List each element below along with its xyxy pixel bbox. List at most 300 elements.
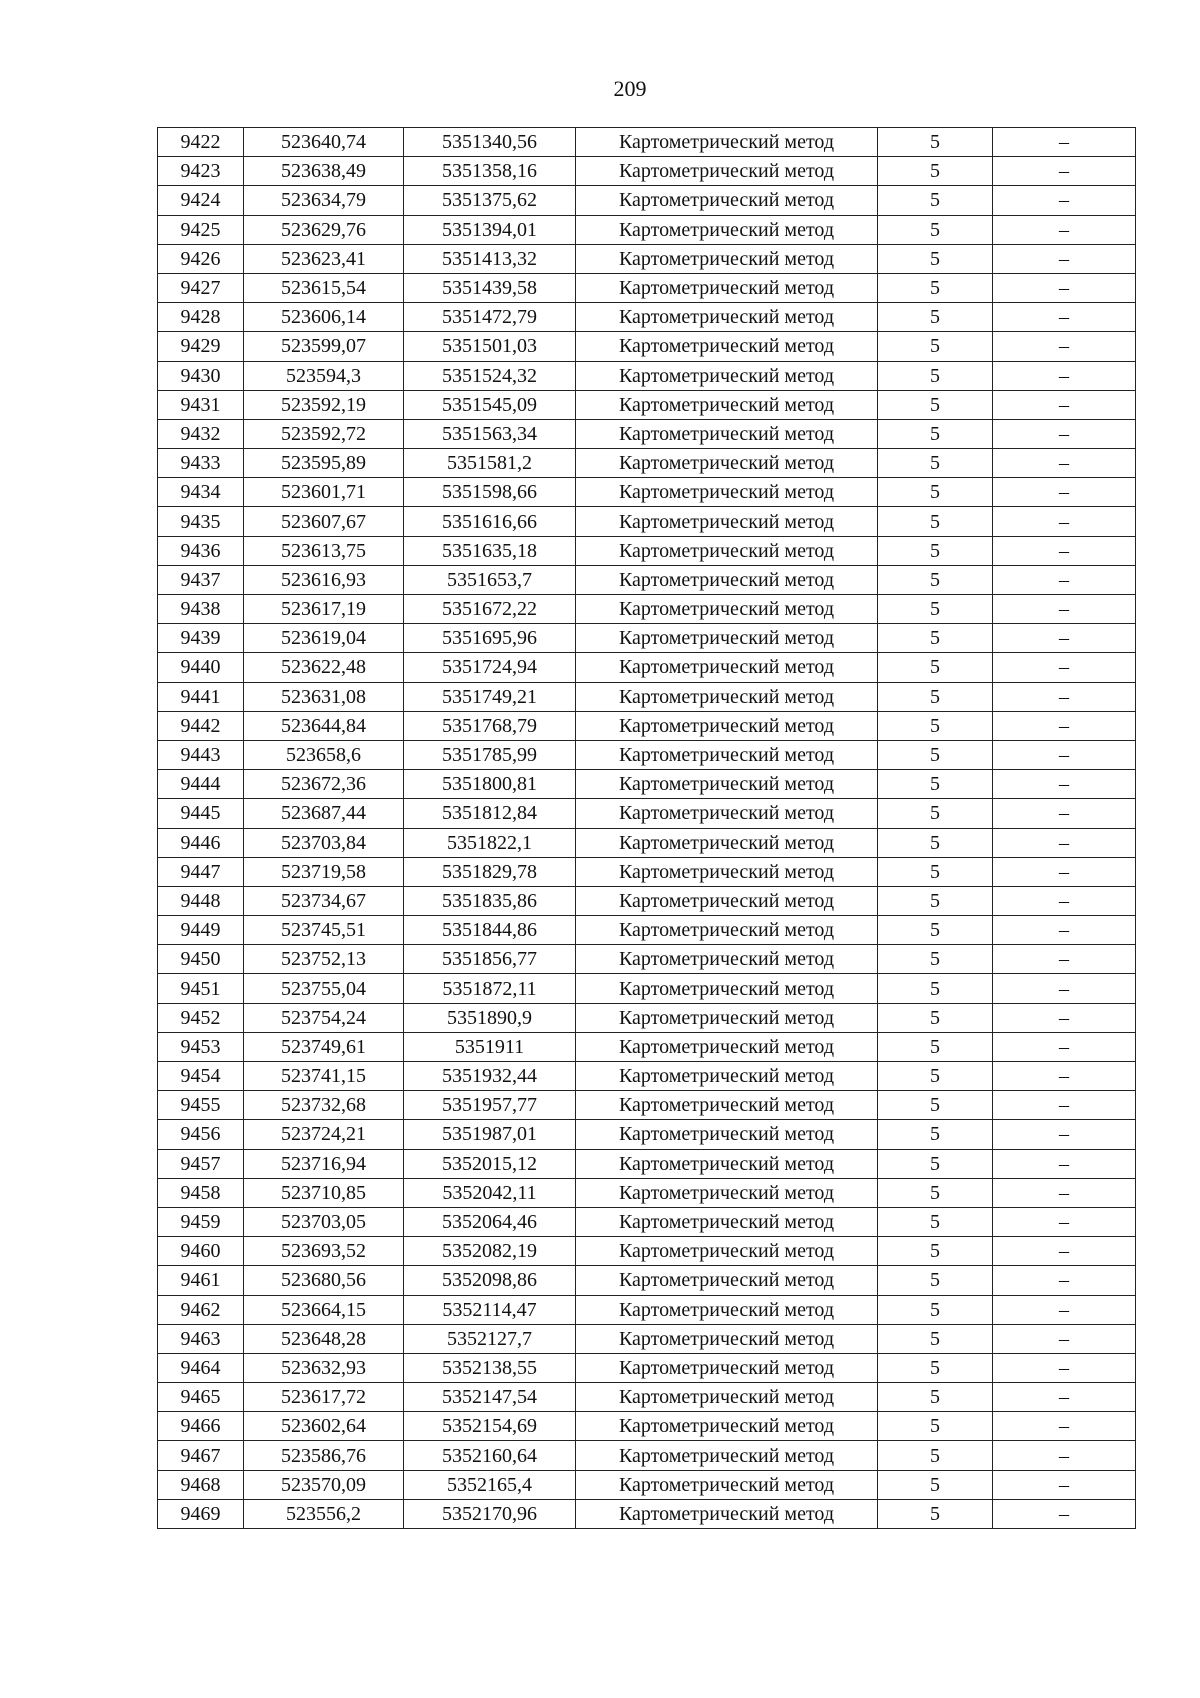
- method-cell: Картометрический метод: [576, 303, 878, 332]
- point-number-cell: 9442: [158, 711, 244, 740]
- note-cell: –: [993, 1324, 1136, 1353]
- note-cell: –: [993, 624, 1136, 653]
- y-coordinate-cell: 5351957,77: [404, 1091, 576, 1120]
- y-coordinate-cell: 5351375,62: [404, 186, 576, 215]
- table-row: [158, 624, 1136, 653]
- x-coordinate-cell: 523672,36: [244, 770, 404, 799]
- table-row: [158, 1266, 1136, 1295]
- accuracy-cell: 5: [878, 1295, 993, 1324]
- accuracy-cell: 5: [878, 886, 993, 915]
- accuracy-cell: 5: [878, 390, 993, 419]
- accuracy-cell: 5: [878, 1324, 993, 1353]
- method-cell: Картометрический метод: [576, 1120, 878, 1149]
- x-coordinate-cell: 523616,93: [244, 565, 404, 594]
- y-coordinate-cell: 5352147,54: [404, 1383, 576, 1412]
- note-cell: –: [993, 1237, 1136, 1266]
- point-number-cell: 9447: [158, 857, 244, 886]
- accuracy-cell: 5: [878, 1149, 993, 1178]
- accuracy-cell: 5: [878, 857, 993, 886]
- y-coordinate-cell: 5351987,01: [404, 1120, 576, 1149]
- accuracy-cell: 5: [878, 1499, 993, 1528]
- x-coordinate-cell: 523719,58: [244, 857, 404, 886]
- note-cell: –: [993, 711, 1136, 740]
- table-row: [158, 303, 1136, 332]
- note-cell: –: [993, 244, 1136, 273]
- accuracy-cell: 5: [878, 507, 993, 536]
- method-cell: Картометрический метод: [576, 857, 878, 886]
- y-coordinate-cell: 5351598,66: [404, 478, 576, 507]
- x-coordinate-cell: 523615,54: [244, 273, 404, 302]
- note-cell: –: [993, 974, 1136, 1003]
- y-coordinate-cell: 5351653,7: [404, 565, 576, 594]
- method-cell: Картометрический метод: [576, 1295, 878, 1324]
- point-number-cell: 9432: [158, 419, 244, 448]
- x-coordinate-cell: 523716,94: [244, 1149, 404, 1178]
- y-coordinate-cell: 5351413,32: [404, 244, 576, 273]
- table-row: [158, 828, 1136, 857]
- page-number: 209: [613, 76, 647, 101]
- y-coordinate-cell: 5351911: [404, 1032, 576, 1061]
- point-number-cell: 9460: [158, 1237, 244, 1266]
- accuracy-cell: 5: [878, 624, 993, 653]
- table-row: [158, 332, 1136, 361]
- accuracy-cell: 5: [878, 653, 993, 682]
- x-coordinate-cell: 523570,09: [244, 1470, 404, 1499]
- method-cell: Картометрический метод: [576, 536, 878, 565]
- point-number-cell: 9423: [158, 157, 244, 186]
- note-cell: –: [993, 1353, 1136, 1382]
- point-number-cell: 9433: [158, 449, 244, 478]
- x-coordinate-cell: 523755,04: [244, 974, 404, 1003]
- point-number-cell: 9456: [158, 1120, 244, 1149]
- method-cell: Картометрический метод: [576, 186, 878, 215]
- y-coordinate-cell: 5351340,56: [404, 128, 576, 157]
- accuracy-cell: 5: [878, 332, 993, 361]
- note-cell: –: [993, 945, 1136, 974]
- note-cell: –: [993, 565, 1136, 594]
- x-coordinate-cell: 523644,84: [244, 711, 404, 740]
- point-number-cell: 9461: [158, 1266, 244, 1295]
- point-number-cell: 9444: [158, 770, 244, 799]
- table-row: [158, 273, 1136, 302]
- table-row: [158, 1499, 1136, 1528]
- y-coordinate-cell: 5351394,01: [404, 215, 576, 244]
- y-coordinate-cell: 5351844,86: [404, 916, 576, 945]
- note-cell: –: [993, 1149, 1136, 1178]
- table-row: [158, 361, 1136, 390]
- method-cell: Картометрический метод: [576, 945, 878, 974]
- accuracy-cell: 5: [878, 1353, 993, 1382]
- table-row: [158, 857, 1136, 886]
- y-coordinate-cell: 5352015,12: [404, 1149, 576, 1178]
- y-coordinate-cell: 5351545,09: [404, 390, 576, 419]
- y-coordinate-cell: 5352160,64: [404, 1441, 576, 1470]
- y-coordinate-cell: 5352170,96: [404, 1499, 576, 1528]
- x-coordinate-cell: 523629,76: [244, 215, 404, 244]
- y-coordinate-cell: 5351563,34: [404, 419, 576, 448]
- point-number-cell: 9454: [158, 1062, 244, 1091]
- x-coordinate-cell: 523631,08: [244, 682, 404, 711]
- note-cell: –: [993, 1499, 1136, 1528]
- x-coordinate-cell: 523595,89: [244, 449, 404, 478]
- accuracy-cell: 5: [878, 1003, 993, 1032]
- y-coordinate-cell: 5351822,1: [404, 828, 576, 857]
- table-row: [158, 536, 1136, 565]
- y-coordinate-cell: 5351581,2: [404, 449, 576, 478]
- accuracy-cell: 5: [878, 740, 993, 769]
- point-number-cell: 9448: [158, 886, 244, 915]
- accuracy-cell: 5: [878, 215, 993, 244]
- method-cell: Картометрический метод: [576, 886, 878, 915]
- point-number-cell: 9435: [158, 507, 244, 536]
- table-row: [158, 740, 1136, 769]
- x-coordinate-cell: 523752,13: [244, 945, 404, 974]
- y-coordinate-cell: 5351800,81: [404, 770, 576, 799]
- x-coordinate-cell: 523687,44: [244, 799, 404, 828]
- table-row: [158, 215, 1136, 244]
- y-coordinate-cell: 5352138,55: [404, 1353, 576, 1382]
- x-coordinate-cell: 523617,72: [244, 1383, 404, 1412]
- note-cell: –: [993, 1091, 1136, 1120]
- note-cell: –: [993, 449, 1136, 478]
- y-coordinate-cell: 5351812,84: [404, 799, 576, 828]
- note-cell: –: [993, 770, 1136, 799]
- x-coordinate-cell: 523617,19: [244, 595, 404, 624]
- point-number-cell: 9431: [158, 390, 244, 419]
- table-row: [158, 1353, 1136, 1382]
- table-row: [158, 1207, 1136, 1236]
- table-row: [158, 1324, 1136, 1353]
- table-row: [158, 1237, 1136, 1266]
- y-coordinate-cell: 5352114,47: [404, 1295, 576, 1324]
- x-coordinate-cell: 523623,41: [244, 244, 404, 273]
- accuracy-cell: 5: [878, 273, 993, 302]
- y-coordinate-cell: 5351501,03: [404, 332, 576, 361]
- note-cell: –: [993, 1441, 1136, 1470]
- accuracy-cell: 5: [878, 186, 993, 215]
- y-coordinate-cell: 5351890,9: [404, 1003, 576, 1032]
- accuracy-cell: 5: [878, 1441, 993, 1470]
- y-coordinate-cell: 5351932,44: [404, 1062, 576, 1091]
- note-cell: –: [993, 828, 1136, 857]
- method-cell: Картометрический метод: [576, 419, 878, 448]
- method-cell: Картометрический метод: [576, 1499, 878, 1528]
- accuracy-cell: 5: [878, 1237, 993, 1266]
- point-number-cell: 9422: [158, 128, 244, 157]
- method-cell: Картометрический метод: [576, 1237, 878, 1266]
- x-coordinate-cell: 523594,3: [244, 361, 404, 390]
- table-row: [158, 682, 1136, 711]
- method-cell: Картометрический метод: [576, 1062, 878, 1091]
- accuracy-cell: 5: [878, 595, 993, 624]
- point-number-cell: 9425: [158, 215, 244, 244]
- method-cell: Картометрический метод: [576, 1353, 878, 1382]
- method-cell: Картометрический метод: [576, 1412, 878, 1441]
- table-row: [158, 186, 1136, 215]
- table-row: [158, 916, 1136, 945]
- method-cell: Картометрический метод: [576, 711, 878, 740]
- table-row: [158, 1383, 1136, 1412]
- accuracy-cell: 5: [878, 361, 993, 390]
- note-cell: –: [993, 595, 1136, 624]
- note-cell: –: [993, 799, 1136, 828]
- accuracy-cell: 5: [878, 478, 993, 507]
- method-cell: Картометрический метод: [576, 361, 878, 390]
- x-coordinate-cell: 523745,51: [244, 916, 404, 945]
- y-coordinate-cell: 5352154,69: [404, 1412, 576, 1441]
- table-row: [158, 1032, 1136, 1061]
- y-coordinate-cell: 5351524,32: [404, 361, 576, 390]
- accuracy-cell: 5: [878, 565, 993, 594]
- table-row: [158, 1441, 1136, 1470]
- table-row: [158, 1470, 1136, 1499]
- method-cell: Картометрический метод: [576, 215, 878, 244]
- accuracy-cell: 5: [878, 799, 993, 828]
- note-cell: –: [993, 916, 1136, 945]
- note-cell: –: [993, 419, 1136, 448]
- method-cell: Картометрический метод: [576, 740, 878, 769]
- point-number-cell: 9424: [158, 186, 244, 215]
- accuracy-cell: 5: [878, 770, 993, 799]
- note-cell: –: [993, 1207, 1136, 1236]
- point-number-cell: 9445: [158, 799, 244, 828]
- note-cell: –: [993, 157, 1136, 186]
- point-number-cell: 9428: [158, 303, 244, 332]
- y-coordinate-cell: 5351829,78: [404, 857, 576, 886]
- table-row: [158, 449, 1136, 478]
- x-coordinate-cell: 523680,56: [244, 1266, 404, 1295]
- y-coordinate-cell: 5351749,21: [404, 682, 576, 711]
- accuracy-cell: 5: [878, 828, 993, 857]
- accuracy-cell: 5: [878, 974, 993, 1003]
- point-number-cell: 9446: [158, 828, 244, 857]
- x-coordinate-cell: 523622,48: [244, 653, 404, 682]
- method-cell: Картометрический метод: [576, 682, 878, 711]
- method-cell: Картометрический метод: [576, 1470, 878, 1499]
- method-cell: Картометрический метод: [576, 595, 878, 624]
- note-cell: –: [993, 653, 1136, 682]
- x-coordinate-cell: 523602,64: [244, 1412, 404, 1441]
- accuracy-cell: 5: [878, 1412, 993, 1441]
- accuracy-cell: 5: [878, 536, 993, 565]
- method-cell: Картометрический метод: [576, 828, 878, 857]
- x-coordinate-cell: 523664,15: [244, 1295, 404, 1324]
- note-cell: –: [993, 273, 1136, 302]
- y-coordinate-cell: 5351768,79: [404, 711, 576, 740]
- y-coordinate-cell: 5352098,86: [404, 1266, 576, 1295]
- method-cell: Картометрический метод: [576, 507, 878, 536]
- method-cell: Картометрический метод: [576, 1383, 878, 1412]
- point-number-cell: 9463: [158, 1324, 244, 1353]
- x-coordinate-cell: 523592,72: [244, 419, 404, 448]
- x-coordinate-cell: 523556,2: [244, 1499, 404, 1528]
- table-row: [158, 157, 1136, 186]
- point-number-cell: 9439: [158, 624, 244, 653]
- accuracy-cell: 5: [878, 1062, 993, 1091]
- x-coordinate-cell: 523703,05: [244, 1207, 404, 1236]
- note-cell: –: [993, 536, 1136, 565]
- note-cell: –: [993, 1178, 1136, 1207]
- method-cell: Картометрический метод: [576, 770, 878, 799]
- x-coordinate-cell: 523586,76: [244, 1441, 404, 1470]
- x-coordinate-cell: 523732,68: [244, 1091, 404, 1120]
- table-row: [158, 770, 1136, 799]
- coordinates-table-body: [158, 128, 1136, 1529]
- y-coordinate-cell: 5351856,77: [404, 945, 576, 974]
- point-number-cell: 9437: [158, 565, 244, 594]
- accuracy-cell: 5: [878, 682, 993, 711]
- accuracy-cell: 5: [878, 128, 993, 157]
- y-coordinate-cell: 5351635,18: [404, 536, 576, 565]
- point-number-cell: 9436: [158, 536, 244, 565]
- method-cell: Картометрический метод: [576, 916, 878, 945]
- point-number-cell: 9449: [158, 916, 244, 945]
- note-cell: –: [993, 682, 1136, 711]
- table-row: [158, 1062, 1136, 1091]
- note-cell: –: [993, 128, 1136, 157]
- point-number-cell: 9426: [158, 244, 244, 273]
- x-coordinate-cell: 523592,19: [244, 390, 404, 419]
- point-number-cell: 9462: [158, 1295, 244, 1324]
- note-cell: –: [993, 1032, 1136, 1061]
- point-number-cell: 9469: [158, 1499, 244, 1528]
- accuracy-cell: 5: [878, 1120, 993, 1149]
- note-cell: –: [993, 1295, 1136, 1324]
- table-row: [158, 1149, 1136, 1178]
- table-row: [158, 653, 1136, 682]
- note-cell: –: [993, 1470, 1136, 1499]
- method-cell: Картометрический метод: [576, 1003, 878, 1032]
- accuracy-cell: 5: [878, 1266, 993, 1295]
- y-coordinate-cell: 5351358,16: [404, 157, 576, 186]
- x-coordinate-cell: 523619,04: [244, 624, 404, 653]
- method-cell: Картометрический метод: [576, 565, 878, 594]
- table-row: [158, 711, 1136, 740]
- point-number-cell: 9441: [158, 682, 244, 711]
- y-coordinate-cell: 5351672,22: [404, 595, 576, 624]
- x-coordinate-cell: 523606,14: [244, 303, 404, 332]
- note-cell: –: [993, 186, 1136, 215]
- y-coordinate-cell: 5351835,86: [404, 886, 576, 915]
- y-coordinate-cell: 5351872,11: [404, 974, 576, 1003]
- note-cell: –: [993, 1412, 1136, 1441]
- point-number-cell: 9459: [158, 1207, 244, 1236]
- point-number-cell: 9427: [158, 273, 244, 302]
- method-cell: Картометрический метод: [576, 1149, 878, 1178]
- point-number-cell: 9452: [158, 1003, 244, 1032]
- note-cell: –: [993, 1062, 1136, 1091]
- note-cell: –: [993, 507, 1136, 536]
- table-row: [158, 1120, 1136, 1149]
- note-cell: –: [993, 332, 1136, 361]
- method-cell: Картометрический метод: [576, 157, 878, 186]
- x-coordinate-cell: 523741,15: [244, 1062, 404, 1091]
- table-row: [158, 974, 1136, 1003]
- x-coordinate-cell: 523754,24: [244, 1003, 404, 1032]
- table-row: [158, 565, 1136, 594]
- table-row: [158, 244, 1136, 273]
- accuracy-cell: 5: [878, 419, 993, 448]
- x-coordinate-cell: 523599,07: [244, 332, 404, 361]
- method-cell: Картометрический метод: [576, 244, 878, 273]
- x-coordinate-cell: 523640,74: [244, 128, 404, 157]
- note-cell: –: [993, 1003, 1136, 1032]
- x-coordinate-cell: 523724,21: [244, 1120, 404, 1149]
- point-number-cell: 9430: [158, 361, 244, 390]
- method-cell: Картометрический метод: [576, 128, 878, 157]
- accuracy-cell: 5: [878, 1470, 993, 1499]
- point-number-cell: 9468: [158, 1470, 244, 1499]
- point-number-cell: 9429: [158, 332, 244, 361]
- table-row: [158, 1091, 1136, 1120]
- note-cell: –: [993, 1266, 1136, 1295]
- point-number-cell: 9443: [158, 740, 244, 769]
- x-coordinate-cell: 523601,71: [244, 478, 404, 507]
- table-row: [158, 507, 1136, 536]
- method-cell: Картометрический метод: [576, 1441, 878, 1470]
- point-number-cell: 9451: [158, 974, 244, 1003]
- note-cell: –: [993, 478, 1136, 507]
- method-cell: Картометрический метод: [576, 1091, 878, 1120]
- point-number-cell: 9467: [158, 1441, 244, 1470]
- x-coordinate-cell: 523703,84: [244, 828, 404, 857]
- table-row: [158, 1178, 1136, 1207]
- accuracy-cell: 5: [878, 945, 993, 974]
- accuracy-cell: 5: [878, 711, 993, 740]
- method-cell: Картометрический метод: [576, 390, 878, 419]
- x-coordinate-cell: 523648,28: [244, 1324, 404, 1353]
- table-row: [158, 1295, 1136, 1324]
- table-row: [158, 128, 1136, 157]
- accuracy-cell: 5: [878, 1178, 993, 1207]
- method-cell: Картометрический метод: [576, 478, 878, 507]
- note-cell: –: [993, 886, 1136, 915]
- x-coordinate-cell: 523749,61: [244, 1032, 404, 1061]
- note-cell: –: [993, 361, 1136, 390]
- method-cell: Картометрический метод: [576, 974, 878, 1003]
- point-number-cell: 9438: [158, 595, 244, 624]
- accuracy-cell: 5: [878, 1091, 993, 1120]
- y-coordinate-cell: 5351724,94: [404, 653, 576, 682]
- accuracy-cell: 5: [878, 157, 993, 186]
- table-row: [158, 390, 1136, 419]
- accuracy-cell: 5: [878, 244, 993, 273]
- y-coordinate-cell: 5351439,58: [404, 273, 576, 302]
- point-number-cell: 9440: [158, 653, 244, 682]
- x-coordinate-cell: 523734,67: [244, 886, 404, 915]
- x-coordinate-cell: 523638,49: [244, 157, 404, 186]
- y-coordinate-cell: 5351472,79: [404, 303, 576, 332]
- point-number-cell: 9453: [158, 1032, 244, 1061]
- point-number-cell: 9455: [158, 1091, 244, 1120]
- table-row: [158, 945, 1136, 974]
- coordinates-table: [157, 127, 1136, 1529]
- method-cell: Картометрический метод: [576, 624, 878, 653]
- point-number-cell: 9434: [158, 478, 244, 507]
- method-cell: Картометрический метод: [576, 273, 878, 302]
- point-number-cell: 9466: [158, 1412, 244, 1441]
- x-coordinate-cell: 523693,52: [244, 1237, 404, 1266]
- x-coordinate-cell: 523658,6: [244, 740, 404, 769]
- accuracy-cell: 5: [878, 1383, 993, 1412]
- table-row: [158, 799, 1136, 828]
- note-cell: –: [993, 857, 1136, 886]
- method-cell: Картометрический метод: [576, 799, 878, 828]
- table-row: [158, 419, 1136, 448]
- y-coordinate-cell: 5352127,7: [404, 1324, 576, 1353]
- method-cell: Картометрический метод: [576, 1178, 878, 1207]
- point-number-cell: 9465: [158, 1383, 244, 1412]
